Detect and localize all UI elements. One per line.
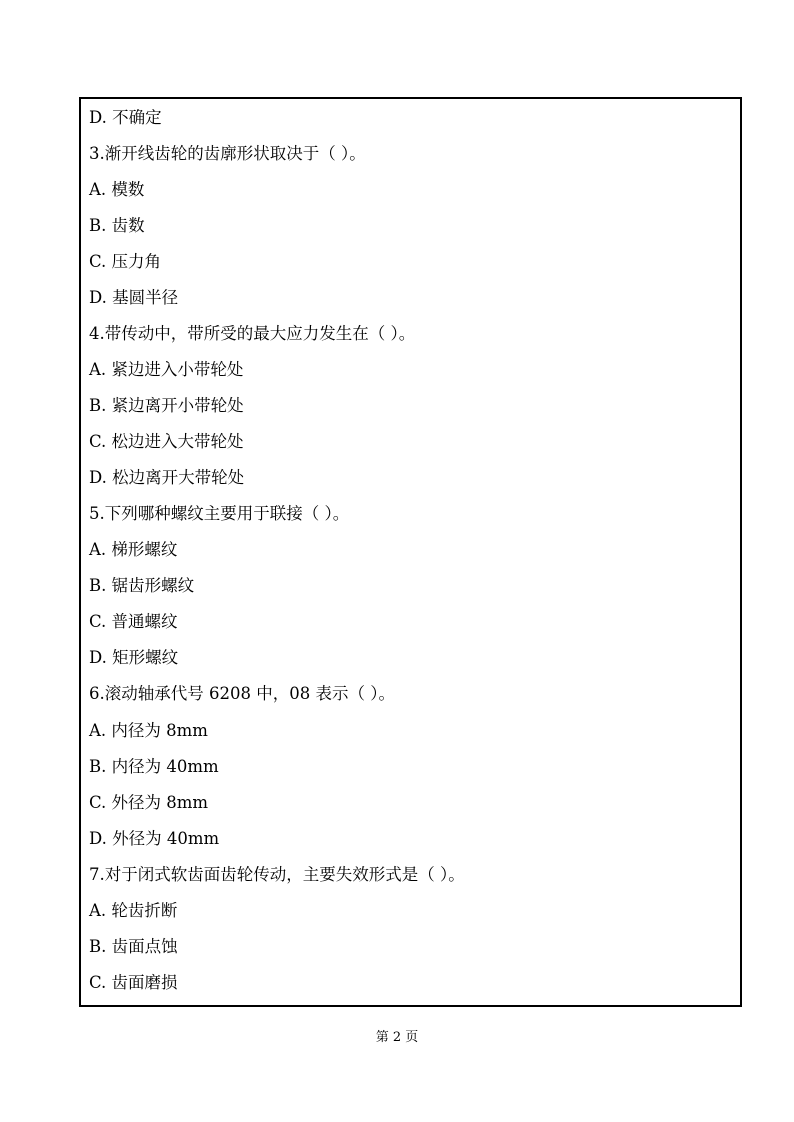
question-line: 7.对于闭式软齿面齿轮传动，主要失效形式是（ ）。 — [89, 865, 465, 884]
option-line: A. 模数 — [89, 180, 145, 199]
option-line: A. 紧边进入小带轮处 — [89, 360, 244, 379]
option-line: C. 齿面磨损 — [89, 973, 178, 992]
question-line: 3.渐开线齿轮的齿廓形状取决于（ ）。 — [89, 144, 366, 163]
option-line: B. 齿面点蚀 — [89, 937, 178, 956]
option-line: A. 内径为 8mm — [89, 721, 208, 740]
question-line: 6.滚动轴承代号 6208 中，08 表示（ ）。 — [89, 684, 395, 703]
option-line: B. 内径为 40mm — [89, 757, 219, 776]
option-line: B. 齿数 — [89, 216, 145, 235]
option-line: C. 普通螺纹 — [89, 612, 178, 631]
option-line: B. 锯齿形螺纹 — [89, 576, 195, 595]
option-line: D. 不确定 — [89, 108, 162, 127]
option-line: C. 松边进入大带轮处 — [89, 432, 244, 451]
option-line: D. 矩形螺纹 — [89, 648, 179, 667]
option-line: D. 外径为 40mm — [89, 829, 220, 848]
option-line: D. 基圆半径 — [89, 288, 179, 307]
option-line: C. 压力角 — [89, 252, 162, 271]
page-number: 第 2 页 — [375, 1030, 419, 1045]
question-line: 4.带传动中，带所受的最大应力发生在（ ）。 — [89, 324, 416, 343]
option-line: D. 松边离开大带轮处 — [89, 468, 245, 487]
option-line: A. 梯形螺纹 — [89, 540, 178, 559]
question-box — [79, 97, 742, 1007]
option-line: C. 外径为 8mm — [89, 793, 209, 812]
option-line: A. 轮齿折断 — [89, 901, 178, 920]
question-line: 5.下列哪种螺纹主要用于联接（ ）。 — [89, 504, 350, 523]
option-line: B. 紧边离开小带轮处 — [89, 396, 244, 415]
